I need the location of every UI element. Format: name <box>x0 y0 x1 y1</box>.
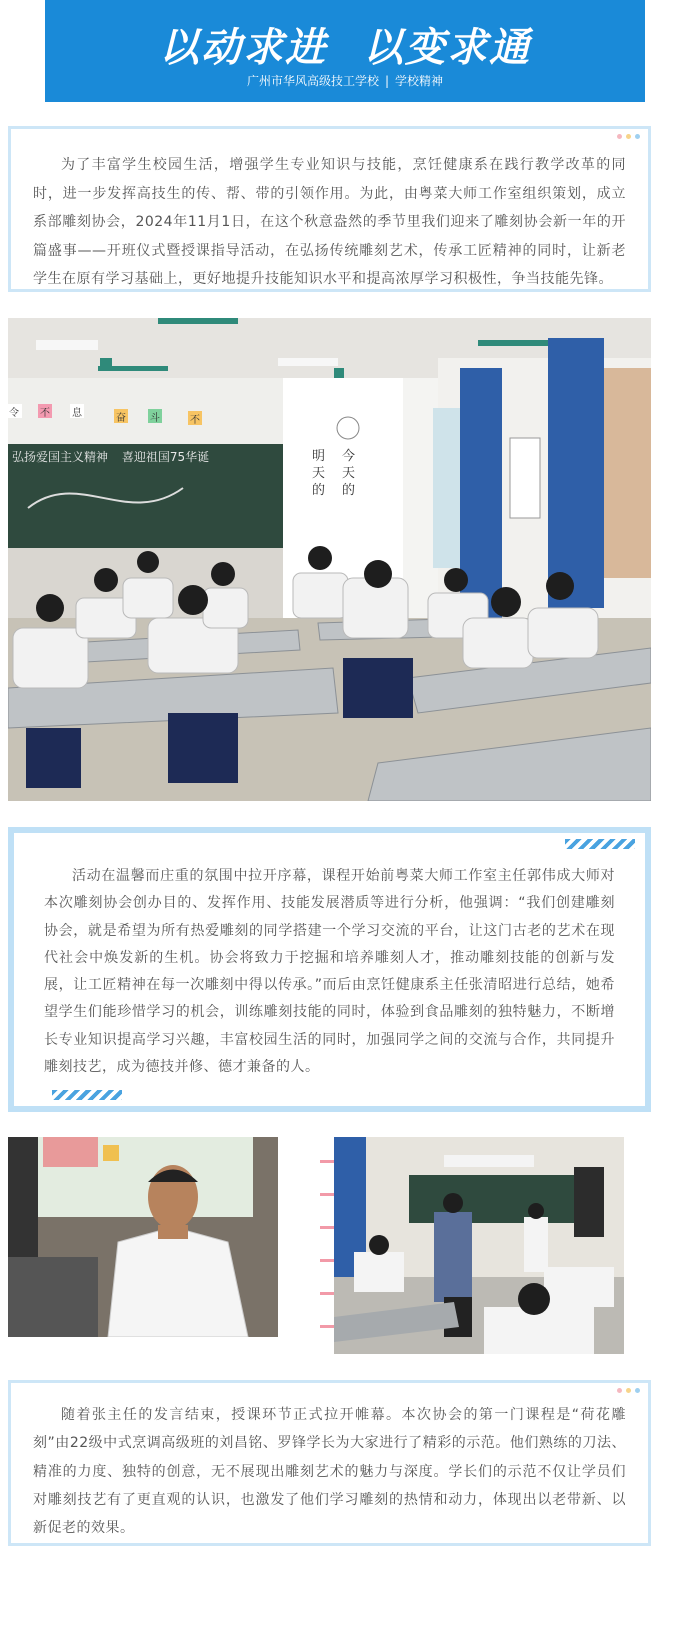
banner-char: 息 <box>72 408 82 419</box>
decor-stripes <box>52 1090 122 1100</box>
photo-wall-left: 明天的 <box>312 449 326 498</box>
column-name: 学校精神 <box>395 74 444 88</box>
banner-title-left: 以动求进 <box>159 24 327 71</box>
separator: | <box>384 74 390 88</box>
teacher-photo-right <box>334 1137 624 1354</box>
decor-ticks <box>320 1160 334 1328</box>
banner-char: 斗 <box>150 413 160 424</box>
banner-char: 不 <box>190 415 200 426</box>
banner-subtitle <box>45 72 645 89</box>
activity-card <box>8 827 651 1112</box>
intro-paragraph: 为了丰富学生校园生活，增强学生专业知识与技能，烹饪健康系在践行教学改革的同时，进一步发挥高技生的传、帮、带的引领作用。为此，由粤菜大师工作室组织策划，成立系部雕刻协会，2024年11月1日，在这个秋意盎然的季节里我们迎来了雕刻协会新一年的开篇盛事——开班仪式暨授课指导活动，在弘扬传统雕刻艺术，传承工匠精神的同时，让新老学生在原有学习基础上，更好地提升技能知识水平和提高浓厚学习积极性，争当技能先锋。 <box>33 157 626 287</box>
intro-card <box>8 126 651 292</box>
decor-dots <box>617 1388 640 1393</box>
header-banner <box>45 0 645 102</box>
lesson-paragraph: 随着张主任的发言结束，授课环节正式拉开帷幕。本次协会的第一门课程是“荷花雕刻”由22级中式烹调高级班的刘昌铭、罗锋学长为大家进行了精彩的示范。他们熟练的刀法、精准的力度、独特的创意，无不展现出雕刻艺术的魅力与深度。学长们的示范不仅让学员们对雕刻技艺有了更直观的认识，也激发了他们学习雕刻的热情和动力，体现出以老带新、以新促老的效果。 <box>33 1407 626 1537</box>
decor-stripes <box>565 839 635 849</box>
slogan-left: 弘扬爱国主义精神 <box>12 450 109 464</box>
banner-char: 不 <box>40 408 50 419</box>
banner-char: 奋 <box>116 413 126 424</box>
banner-title <box>45 16 645 73</box>
activity-paragraph: 活动在温馨而庄重的氛围中拉开序幕，课程开始前粤菜大师工作室主任郭伟成大师对本次雕刻协会创办目的、发挥作用、技能发展潜质等进行分析，他强调：“我们创建雕刻协会，就是希望为所有热爱雕刻的同学搭建一个学习交流的平台，让这门古老的艺术在现代社会中焕发新的生机。协会将致力于挖掘和培养雕刻人才，推动雕刻技能的创新与发展，让工匠精神在每一次雕刻中得以传承。”而后由烹饪健康系主任张清昭进行总结，她希望学生们能珍惜学习的机会，训练雕刻技能的同时，体验到食品雕刻的独特魅力，不断增长专业知识提高学习兴趣，丰富校园生活的同时，加强同学之间的交流与合作，共同提升雕刻技艺，成为德技并修、德才兼备的人。 <box>44 868 615 1076</box>
classroom-photo <box>8 318 651 801</box>
photo-slogan <box>12 448 282 465</box>
photo-wall-right: 今天的 <box>342 449 356 498</box>
banner-char: 令 <box>9 408 19 419</box>
lesson-card <box>8 1380 651 1546</box>
decor-dots <box>617 134 640 139</box>
school-name: 广州市华风高级技工学校 <box>246 74 379 88</box>
banner-title-right: 以变求通 <box>363 24 531 71</box>
teacher-photo-left <box>8 1137 278 1337</box>
slogan-right: 喜迎祖国75华诞 <box>121 450 210 464</box>
